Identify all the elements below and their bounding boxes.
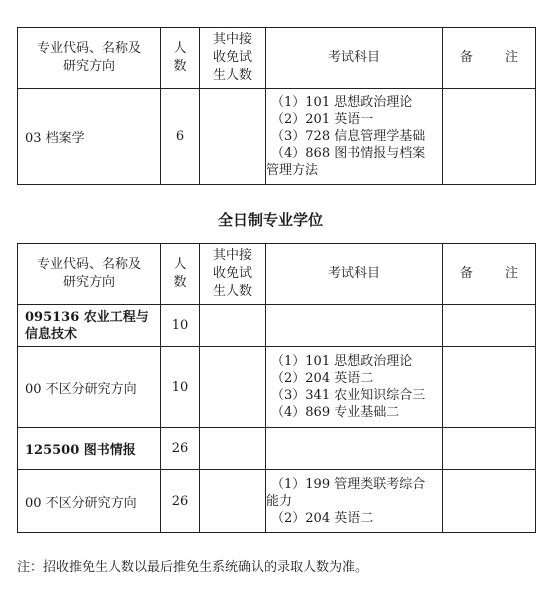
subject-line: （1）101 思想政治理论 <box>271 95 413 110</box>
exam-subjects <box>266 305 443 347</box>
table-row <box>18 470 536 533</box>
table-row <box>18 428 536 470</box>
header-count <box>161 244 200 305</box>
table-row <box>18 347 536 428</box>
header-remarks: 备 注 <box>443 28 536 89</box>
subject-line: （2）204 英语二 <box>271 371 374 386</box>
header-exempt-line3: 生人数 <box>212 68 252 83</box>
header-exempt-line3: 生人数 <box>212 284 252 299</box>
header-program <box>18 244 161 305</box>
exam-subjects <box>266 470 443 533</box>
header-count-line1: 人 <box>173 257 187 272</box>
enrollment-count: 10 <box>161 305 200 347</box>
section-heading: 全日制专业学位 <box>217 211 323 229</box>
table-row <box>18 305 536 347</box>
enrollment-count: 26 <box>161 428 200 470</box>
subject-line: （3）341 农业知识综合三 <box>271 388 426 403</box>
program-code: 00 不区分研究方向 <box>18 347 161 428</box>
exam-subjects <box>266 347 443 428</box>
subject-line: （1）199 管理类联考综合 <box>271 476 426 492</box>
program-code: 125500 图书情报 <box>18 428 161 470</box>
subject-line: 能力 <box>266 493 293 509</box>
header-exempt-line1: 其中接 <box>212 32 252 47</box>
header-exempt-line1: 其中接 <box>212 248 252 263</box>
header-program-line1: 专业代码、名称及 <box>36 41 141 56</box>
program-code: 095136 农业工程与信息技术 <box>18 305 161 347</box>
subject-line: 管理方法 <box>266 163 319 178</box>
remarks <box>443 89 536 185</box>
subject-line: （3）728 信息管理学基础 <box>271 129 426 144</box>
footnote: 注：招收推免生人数以最后推免生系统确认的录取人数为准。 <box>17 560 369 575</box>
exam-subjects <box>266 89 443 185</box>
table-row <box>18 89 536 185</box>
remarks <box>443 305 536 347</box>
header-subjects: 考试科目 <box>266 244 443 305</box>
header-program <box>18 28 161 89</box>
header-program-line1: 专业代码、名称及 <box>36 257 141 272</box>
header-exempt <box>200 244 266 305</box>
remarks <box>443 470 536 533</box>
subject-line: （2）201 英语一 <box>271 112 374 127</box>
enrollment-count: 26 <box>161 470 200 533</box>
subject-line: （2）204 英语二 <box>271 510 374 526</box>
header-remarks: 备 注 <box>443 244 536 305</box>
exempt-count <box>200 428 266 470</box>
header-count-line1: 人 <box>173 41 187 56</box>
program-table-1 <box>17 27 536 185</box>
subject-line: （1）101 思想政治理论 <box>271 354 413 369</box>
header-count-line2: 数 <box>173 275 187 290</box>
enrollment-count: 6 <box>161 89 200 185</box>
header-exempt-line2: 收免试 <box>212 266 252 281</box>
header-count-line2: 数 <box>173 59 187 74</box>
header-subjects: 考试科目 <box>266 28 443 89</box>
exam-subjects <box>266 428 443 470</box>
remarks <box>443 347 536 428</box>
enrollment-count: 10 <box>161 347 200 428</box>
table-header-row <box>18 244 536 305</box>
program-code: 00 不区分研究方向 <box>18 470 161 533</box>
subject-line: （4）868 图书情报与档案 <box>271 146 426 161</box>
header-count <box>161 28 200 89</box>
header-program-line2: 研究方向 <box>62 275 115 290</box>
exempt-count <box>200 347 266 428</box>
header-exempt-line2: 收免试 <box>212 50 252 65</box>
table-header-row <box>18 28 536 89</box>
header-exempt <box>200 28 266 89</box>
exempt-count <box>200 305 266 347</box>
exempt-count <box>200 89 266 185</box>
program-table-2 <box>17 243 536 533</box>
exempt-count <box>200 470 266 533</box>
header-program-line2: 研究方向 <box>62 59 115 74</box>
remarks <box>443 428 536 470</box>
program-code: 03 档案学 <box>18 89 161 185</box>
subject-line: （4）869 专业基础二 <box>271 405 400 420</box>
